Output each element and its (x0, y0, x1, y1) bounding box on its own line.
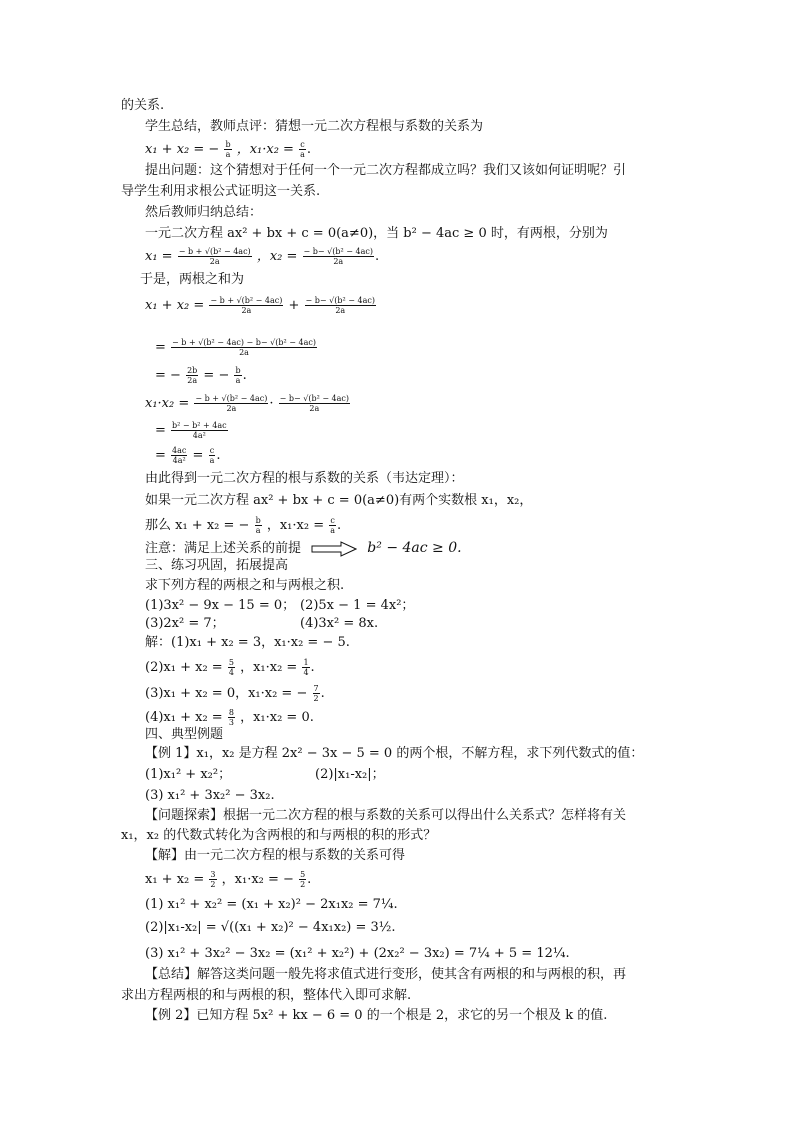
text-line: 导学生利用求根公式证明这一关系. (121, 184, 321, 199)
fraction (209, 870, 216, 889)
fraction (299, 140, 306, 159)
arrow-icon (311, 541, 357, 557)
fraction-denominator: 2a (209, 257, 220, 266)
fraction (303, 247, 374, 266)
fraction-denominator: 2 (313, 694, 319, 703)
formula-text: ，x₁·x₂ = 0. (240, 710, 314, 725)
formula-line (145, 540, 462, 557)
text-line: (2)|x₁-x₂| = √((x₁ + x₂)² − 4x₁x₂) = 3½. (145, 920, 396, 935)
fraction (302, 658, 309, 677)
section-heading: 三、练习巩固，拓展提高 (145, 558, 289, 573)
formula-line: = $\frac{4ac}{\text{4a²}}$ = $\frac{c}{a}$ . (155, 446, 221, 465)
text-line: 提出问题：这个猜想对于任何一个一元二次方程都成立吗？我们又该如何证明呢？引 (145, 163, 627, 178)
fraction-denominator: a (235, 376, 241, 385)
formula-text: x₁·x₂ = (145, 396, 190, 411)
fraction (234, 366, 241, 385)
formula-text: (3)x₁ + x₂ = 0，x₁·x₂ = − (145, 686, 308, 701)
text-line: 【问题探索】根据一元二次方程的根与系数的关系可以得出什么关系式？怎样将有关 (145, 808, 627, 823)
formula-line: x₁ + x₂ = $\frac{3}{2}$ ，x₁·x₂ = − $\frac{5}{2}$ . (145, 870, 312, 889)
fraction-denominator: a (300, 150, 305, 159)
fraction-denominator: 2a (333, 257, 344, 266)
fraction-numerator: − b + √(b² − 4ac) (195, 394, 268, 403)
fraction-numerator: c (330, 516, 335, 525)
fraction-numerator: − b− √(b² − 4ac) (305, 296, 375, 305)
fraction-denominator: a (209, 456, 215, 465)
text-line: (3) x₁² + 3x₂² − 3x₂. (145, 788, 275, 803)
formula-text: ，x₁·x₂ = (236, 142, 294, 157)
text-line: 【例 2】已知方程 5x² + kx − 6 = 0 的一个根是 2，求它的另一个根及 k 的值. (145, 1008, 608, 1023)
text-line: 【例 1】x₁，x₂ 是方程 2x² − 3x − 5 = 0 的两个根，不解方程，求下列代数式的值： (145, 746, 644, 761)
fraction (329, 516, 336, 535)
text-line: 学生总结，教师点评：猜想一元二次方程根与系数的关系为 (145, 119, 484, 134)
fraction-denominator: 2 (210, 880, 216, 889)
fraction-numerator: b (235, 366, 241, 375)
formula-line: 那么 x₁ + x₂ = − $\frac{b}{a}$ ，x₁·x₂ = $\frac{c}{a}$ . (145, 516, 342, 535)
text-line: (1)x₁² + x₂²； (145, 767, 232, 782)
formula-line: x₁ + x₂ = $\frac{\text{− b + √(b² − 4ac)}}{2a}$ + $\frac{\text{− b− √(b² − 4ac)}}{2a}$ (145, 296, 375, 315)
fraction (178, 247, 252, 266)
fraction-numerator: b² − b² + 4ac (172, 421, 227, 430)
fraction-numerator: 3 (210, 870, 216, 879)
formula-text: x₁ = (145, 249, 173, 264)
text-line: (2)|x₁-x₂|； (315, 767, 385, 782)
fraction (171, 338, 317, 357)
fraction-denominator: 4a² (192, 431, 206, 440)
text-line: 然后教师归纳总结： (145, 205, 263, 220)
fraction (228, 708, 235, 727)
fraction-numerator: 5 (300, 870, 306, 879)
formula-text: x₁ + x₂ = − (145, 142, 220, 157)
fraction (209, 296, 283, 315)
fraction-numerator: − b− √(b² − 4ac) (303, 247, 373, 256)
fraction-denominator: 2a (226, 404, 237, 413)
text-line: 【总结】解答这类问题一般先将求值式进行变形，使其含有两根的和与两根的积，再 (145, 967, 627, 982)
formula-line (155, 338, 318, 357)
text-line: (3)2x² = 7； (145, 616, 225, 631)
fraction-denominator: a (225, 150, 231, 159)
fraction-numerator: c (209, 446, 215, 455)
fraction (224, 140, 231, 159)
formula-line: x₁ + x₂ = − $\frac{b}{a}$ ，x₁·x₂ = $\frac{c}{a}$ . (145, 140, 312, 159)
fraction-numerator: c (300, 140, 305, 149)
formula-text: x₁ + x₂ = (145, 298, 205, 313)
fraction (299, 870, 306, 889)
fraction-denominator: a (255, 526, 261, 535)
text-line: x₁，x₂ 的代数式转化为含两根的和与两根的积的形式？ (121, 828, 437, 843)
formula-line (145, 708, 314, 727)
fraction-numerator: 7 (313, 684, 319, 693)
fraction-denominator: 4 (228, 668, 234, 677)
fraction-numerator: 1 (303, 658, 309, 667)
fraction-denominator: 2a (309, 404, 320, 413)
formula-text: x₁ + x₂ = (145, 872, 205, 887)
text-line: 求出方程两根的和与两根的积，整体代入即可求解. (121, 988, 412, 1003)
text-line: 的关系. (121, 98, 165, 113)
fraction (313, 684, 320, 703)
fraction-denominator: 2 (300, 880, 306, 889)
formula-text: ，x₂ = (256, 249, 298, 264)
formula-line (155, 421, 229, 440)
fraction (171, 421, 228, 440)
fraction-numerator: − b + √(b² − 4ac) − b− √(b² − 4ac) (172, 338, 316, 347)
formula-line: x₁·x₂ = $\frac{\text{− b + √(b² − 4ac)}}{2a}$ · $\frac{\text{− b− √(b² − 4ac)}}{2a}$ (145, 394, 350, 413)
fraction-numerator: 8 (228, 708, 234, 717)
text-line: (4)3x² = 8x. (300, 616, 379, 631)
formula-line: (2)x₁ + x₂ = $\frac{5}{4}$ ，x₁·x₂ = $\frac{1}{4}$ . (145, 658, 315, 677)
formula-text: ，x₁·x₂ = − (221, 872, 294, 887)
fraction-denominator: 2a (239, 348, 249, 357)
text-line: (1)3x² − 9x − 15 = 0； (145, 598, 296, 613)
fraction-numerator: b (255, 516, 261, 525)
fraction-denominator: 2a (241, 306, 252, 315)
text-line: 如果一元二次方程 ax² + bx + c = 0(a≠0)有两个实数根 x₁，x₂， (145, 493, 533, 508)
text-line: (3) x₁² + 3x₂² − 3x₂ = (x₁² + x₂²) + (2x₂² − 3x₂) = 7¼ + 5 = 12¼. (145, 946, 570, 961)
formula-text: = (155, 340, 166, 355)
fraction (255, 516, 262, 535)
fraction (186, 366, 198, 385)
text-line: 于是，两根之和为 (140, 272, 245, 287)
fraction-numerator: b (225, 140, 231, 149)
formula-text: = − (155, 368, 181, 383)
text-line: 【解】由一元二次方程的根与系数的关系可得 (145, 848, 406, 863)
formula-line: (3)x₁ + x₂ = 0，x₁·x₂ = − $\frac{7}{2}$ . (145, 684, 325, 703)
fraction-denominator: a (330, 526, 336, 535)
formula-text: = (155, 423, 166, 438)
fraction (194, 394, 268, 413)
note-condition: b² − 4ac ≥ 0. (367, 540, 462, 556)
fraction-denominator: 2a (335, 306, 346, 315)
text-line: (2)5x − 1 = 4x²； (300, 598, 415, 613)
fraction (209, 446, 216, 465)
formula-line: = − $\frac{2b}{2a}$ = − $\frac{b}{a}$ . (155, 366, 247, 385)
fraction-denominator: 2a (187, 376, 198, 385)
section-heading: 四、典型例题 (145, 727, 224, 742)
fraction-numerator: 2b (187, 366, 198, 375)
fraction-numerator: − b + √(b² − 4ac) (210, 296, 283, 305)
text-line: 由此得到一元二次方程的根与系数的关系（韦达定理）： (145, 471, 464, 486)
text-line: (1) x₁² + x₂² = (x₁ + x₂)² − 2x₁x₂ = 7¼. (145, 897, 398, 912)
fraction (171, 446, 187, 465)
formula-text: = (155, 448, 166, 463)
note-text: 注意：满足上述关系的前提 (145, 541, 302, 556)
fraction-numerator: 4ac (172, 446, 187, 455)
formula-text: 那么 x₁ + x₂ = − (145, 518, 250, 533)
fraction-denominator: 4 (303, 668, 309, 677)
formula-text: = − (203, 368, 230, 383)
fraction-numerator: − b + √(b² − 4ac) (178, 247, 251, 256)
fraction-numerator: 5 (228, 658, 234, 667)
fraction (228, 658, 235, 677)
text-line: 解：(1)x₁ + x₂ = 3，x₁·x₂ = − 5. (145, 635, 350, 650)
formula-text: (2)x₁ + x₂ = (145, 660, 223, 675)
fraction-denominator: 3 (228, 718, 234, 727)
text-line: 求下列方程的两根之和与两根之积. (145, 578, 345, 593)
formula-line: x₁ = $\frac{\text{− b + √(b² − 4ac)}}{2a}$ ，x₂ = $\frac{\text{− b− √(b² − 4ac)}}{2a}$ . (145, 247, 380, 266)
formula-text: (4)x₁ + x₂ = (145, 710, 223, 725)
fraction (305, 296, 376, 315)
fraction (279, 394, 350, 413)
fraction-numerator: − b− √(b² − 4ac) (279, 394, 350, 403)
formula-text: ，x₁·x₂ = (240, 660, 298, 675)
text-line: 一元二次方程 ax² + bx + c = 0(a≠0)，当 b² − 4ac ≥ 0 时，有两根，分别为 (145, 226, 608, 241)
formula-text: ，x₁·x₂ = (266, 518, 325, 533)
fraction-denominator: 4a² (172, 456, 186, 465)
